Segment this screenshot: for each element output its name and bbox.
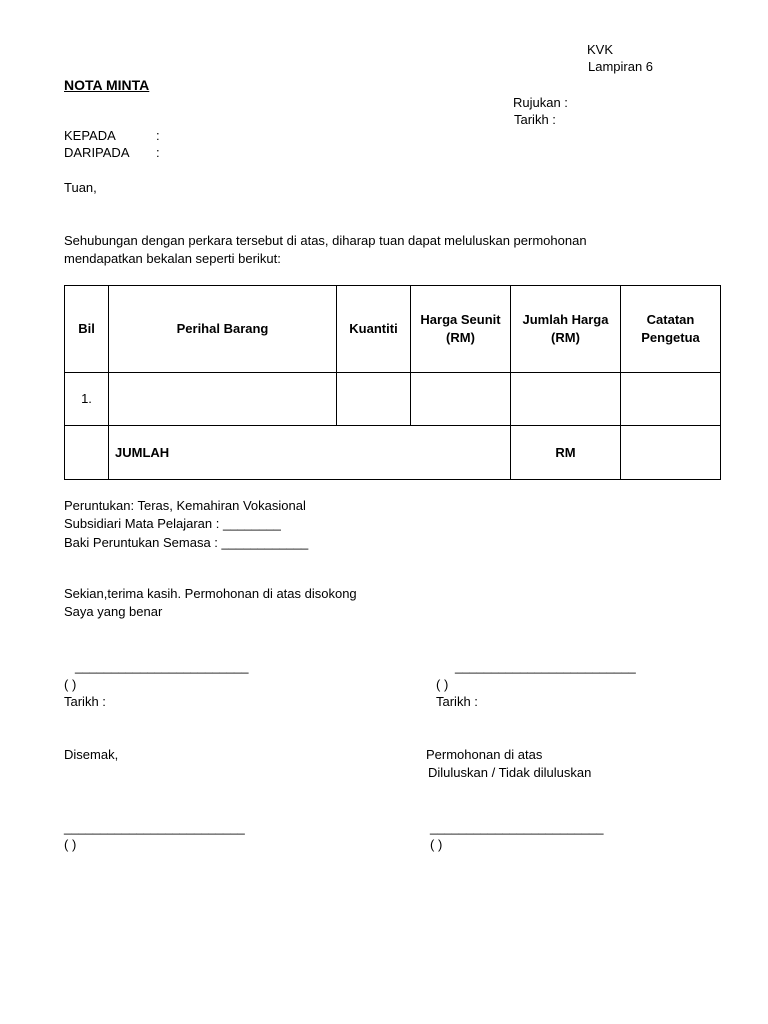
table-header-row [65, 286, 721, 373]
form-code: KVK [587, 42, 614, 57]
reference-label: Rujukan : [513, 95, 568, 110]
closing-line-2: Saya yang benar [64, 604, 163, 619]
cell-total-blank [65, 426, 109, 480]
to-label: KEPADA [64, 128, 116, 143]
attachment-label: Lampiran 6 [588, 59, 654, 74]
allocation-line-1: Peruntukan: Teras, Kemahiran Vokasional [64, 498, 306, 513]
decision-line-1: Permohonan di atas [426, 747, 543, 762]
cell-item[interactable] [109, 373, 337, 426]
signature-date-applicant: Tarikh : [64, 694, 106, 709]
signature-line-supporter: _________________________ [455, 659, 636, 674]
table-total-row [65, 426, 721, 480]
intro-line-2: mendapatkan bekalan seperti berikut: [64, 251, 281, 266]
header-date-label: Tarikh : [514, 112, 556, 127]
to-colon: : [156, 128, 160, 143]
signature-name-applicant: ( ) [64, 677, 77, 692]
salutation: Tuan, [64, 180, 97, 195]
header-total-price-line2: (RM) [551, 330, 580, 345]
from-colon: : [156, 145, 160, 160]
reviewed-label: Disemak, [64, 747, 119, 762]
total-label: JUMLAH [109, 426, 511, 480]
from-line [64, 145, 160, 161]
intro-line-1: Sehubungan dengan perkara tersebut di atas, diharap tuan dapat meluluskan permohonan [64, 233, 587, 248]
header-unit-price-line1: Harga Seunit [420, 312, 501, 327]
cell-note[interactable] [621, 373, 721, 426]
signature-line-applicant: ________________________ [75, 659, 249, 674]
header-qty: Kuantiti [337, 286, 411, 373]
cell-qty[interactable] [337, 373, 411, 426]
cell-unit-price[interactable] [411, 373, 511, 426]
header-unit-price [411, 286, 511, 373]
decision-line-2: Diluluskan / Tidak diluluskan [428, 765, 592, 780]
document-title: NOTA MINTA [64, 77, 150, 93]
signature-line-approver: ________________________ [430, 820, 604, 835]
allocation-line-3: Baki Peruntukan Semasa : ____________ [64, 535, 309, 550]
header-item: Perihal Barang [109, 286, 337, 373]
header-note-line1: Catatan [646, 312, 695, 327]
signature-name-reviewer: ( ) [64, 837, 77, 852]
header-note [621, 286, 721, 373]
cell-total-note[interactable] [621, 426, 721, 480]
cell-total-price[interactable] [511, 373, 621, 426]
header-unit-price-line2: (RM) [446, 330, 475, 345]
from-label: DARIPADA [64, 145, 130, 160]
request-items-table [64, 285, 721, 480]
cell-bil: 1. [65, 373, 109, 426]
allocation-line-2: Subsidiari Mata Pelajaran : ________ [64, 516, 281, 531]
total-currency: RM [511, 426, 621, 480]
signature-date-supporter: Tarikh : [436, 694, 478, 709]
signature-name-supporter: ( ) [436, 677, 449, 692]
header-total-price [511, 286, 621, 373]
signature-name-approver: ( ) [430, 837, 443, 852]
table-row [65, 373, 721, 426]
to-line [64, 128, 160, 144]
signature-line-reviewer: _________________________ [64, 820, 245, 835]
header-bil: Bil [65, 286, 109, 373]
header-total-price-line1: Jumlah Harga [522, 312, 609, 327]
header-note-line2: Pengetua [641, 330, 700, 345]
closing-line-1: Sekian,terima kasih. Permohonan di atas disokong [64, 586, 357, 601]
